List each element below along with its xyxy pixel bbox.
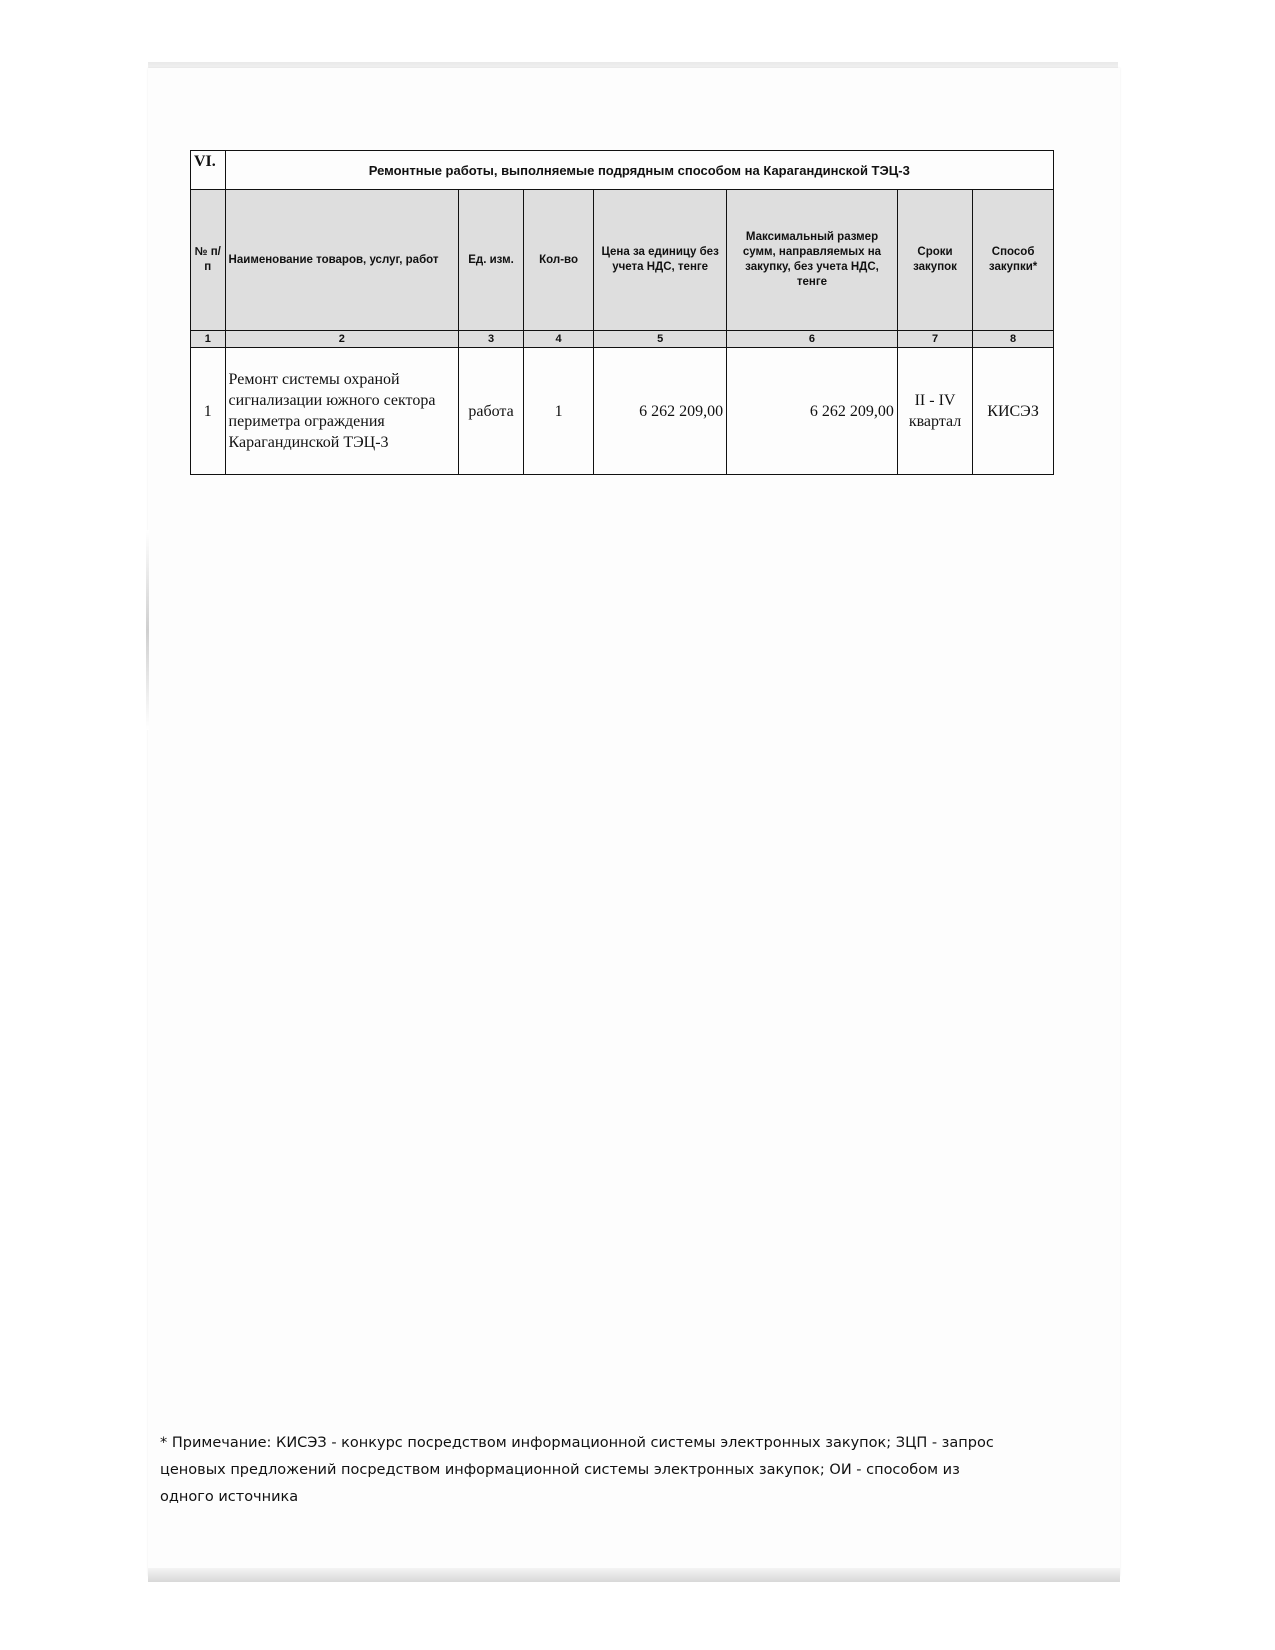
col-number: 6 (727, 331, 898, 348)
col-header-max-sum: Максимальный размер сумм, направляемых на закупку, без учета НДС, тенге (727, 190, 898, 331)
col-number: 8 (973, 331, 1054, 348)
row-period: II - IV квартал (897, 348, 972, 475)
column-number-row (191, 331, 1054, 348)
row-method: КИСЭЗ (973, 348, 1054, 475)
col-header-num: № п/п (191, 190, 226, 331)
col-header-price: Цена за единицу без учета НДС, тенге (594, 190, 727, 331)
paper-left-edge (146, 530, 149, 730)
col-number: 3 (459, 331, 524, 348)
row-name: Ремонт системы охраной сигнализации южного сектора периметра ограждения Карагандинской ТЭЦ-3 (225, 348, 459, 475)
col-header-qty: Кол-во (524, 190, 594, 331)
col-header-period: Сроки закупок (897, 190, 972, 331)
col-header-method: Способ закупки* (973, 190, 1054, 331)
table-row (191, 348, 1054, 475)
col-header-name: Наименование товаров, услуг, работ (225, 190, 459, 331)
col-number: 2 (225, 331, 459, 348)
footnote: * Примечание: КИСЭЗ - конкурс посредством информационной системы электронных закупок; ЗЦП - запрос ценовых предложений посредством информационной системы электронных закупок; ОИ - способом из одного источника (160, 1435, 994, 1505)
section-number: VI. (191, 151, 226, 190)
column-header-row (191, 190, 1054, 331)
col-header-unit: Ед. изм. (459, 190, 524, 331)
procurement-table (190, 150, 1054, 475)
row-number: 1 (191, 348, 226, 475)
row-unit: работа (459, 348, 524, 475)
col-number: 4 (524, 331, 594, 348)
col-number: 5 (594, 331, 727, 348)
section-header-row (191, 151, 1054, 190)
paper-bottom-shadow (148, 1568, 1120, 1582)
col-number: 7 (897, 331, 972, 348)
col-number: 1 (191, 331, 226, 348)
row-price: 6 262 209,00 (594, 348, 727, 475)
row-max-sum: 6 262 209,00 (727, 348, 898, 475)
row-qty: 1 (524, 348, 594, 475)
section-title: Ремонтные работы, выполняемые подрядным способом на Карагандинской ТЭЦ-3 (225, 151, 1053, 190)
